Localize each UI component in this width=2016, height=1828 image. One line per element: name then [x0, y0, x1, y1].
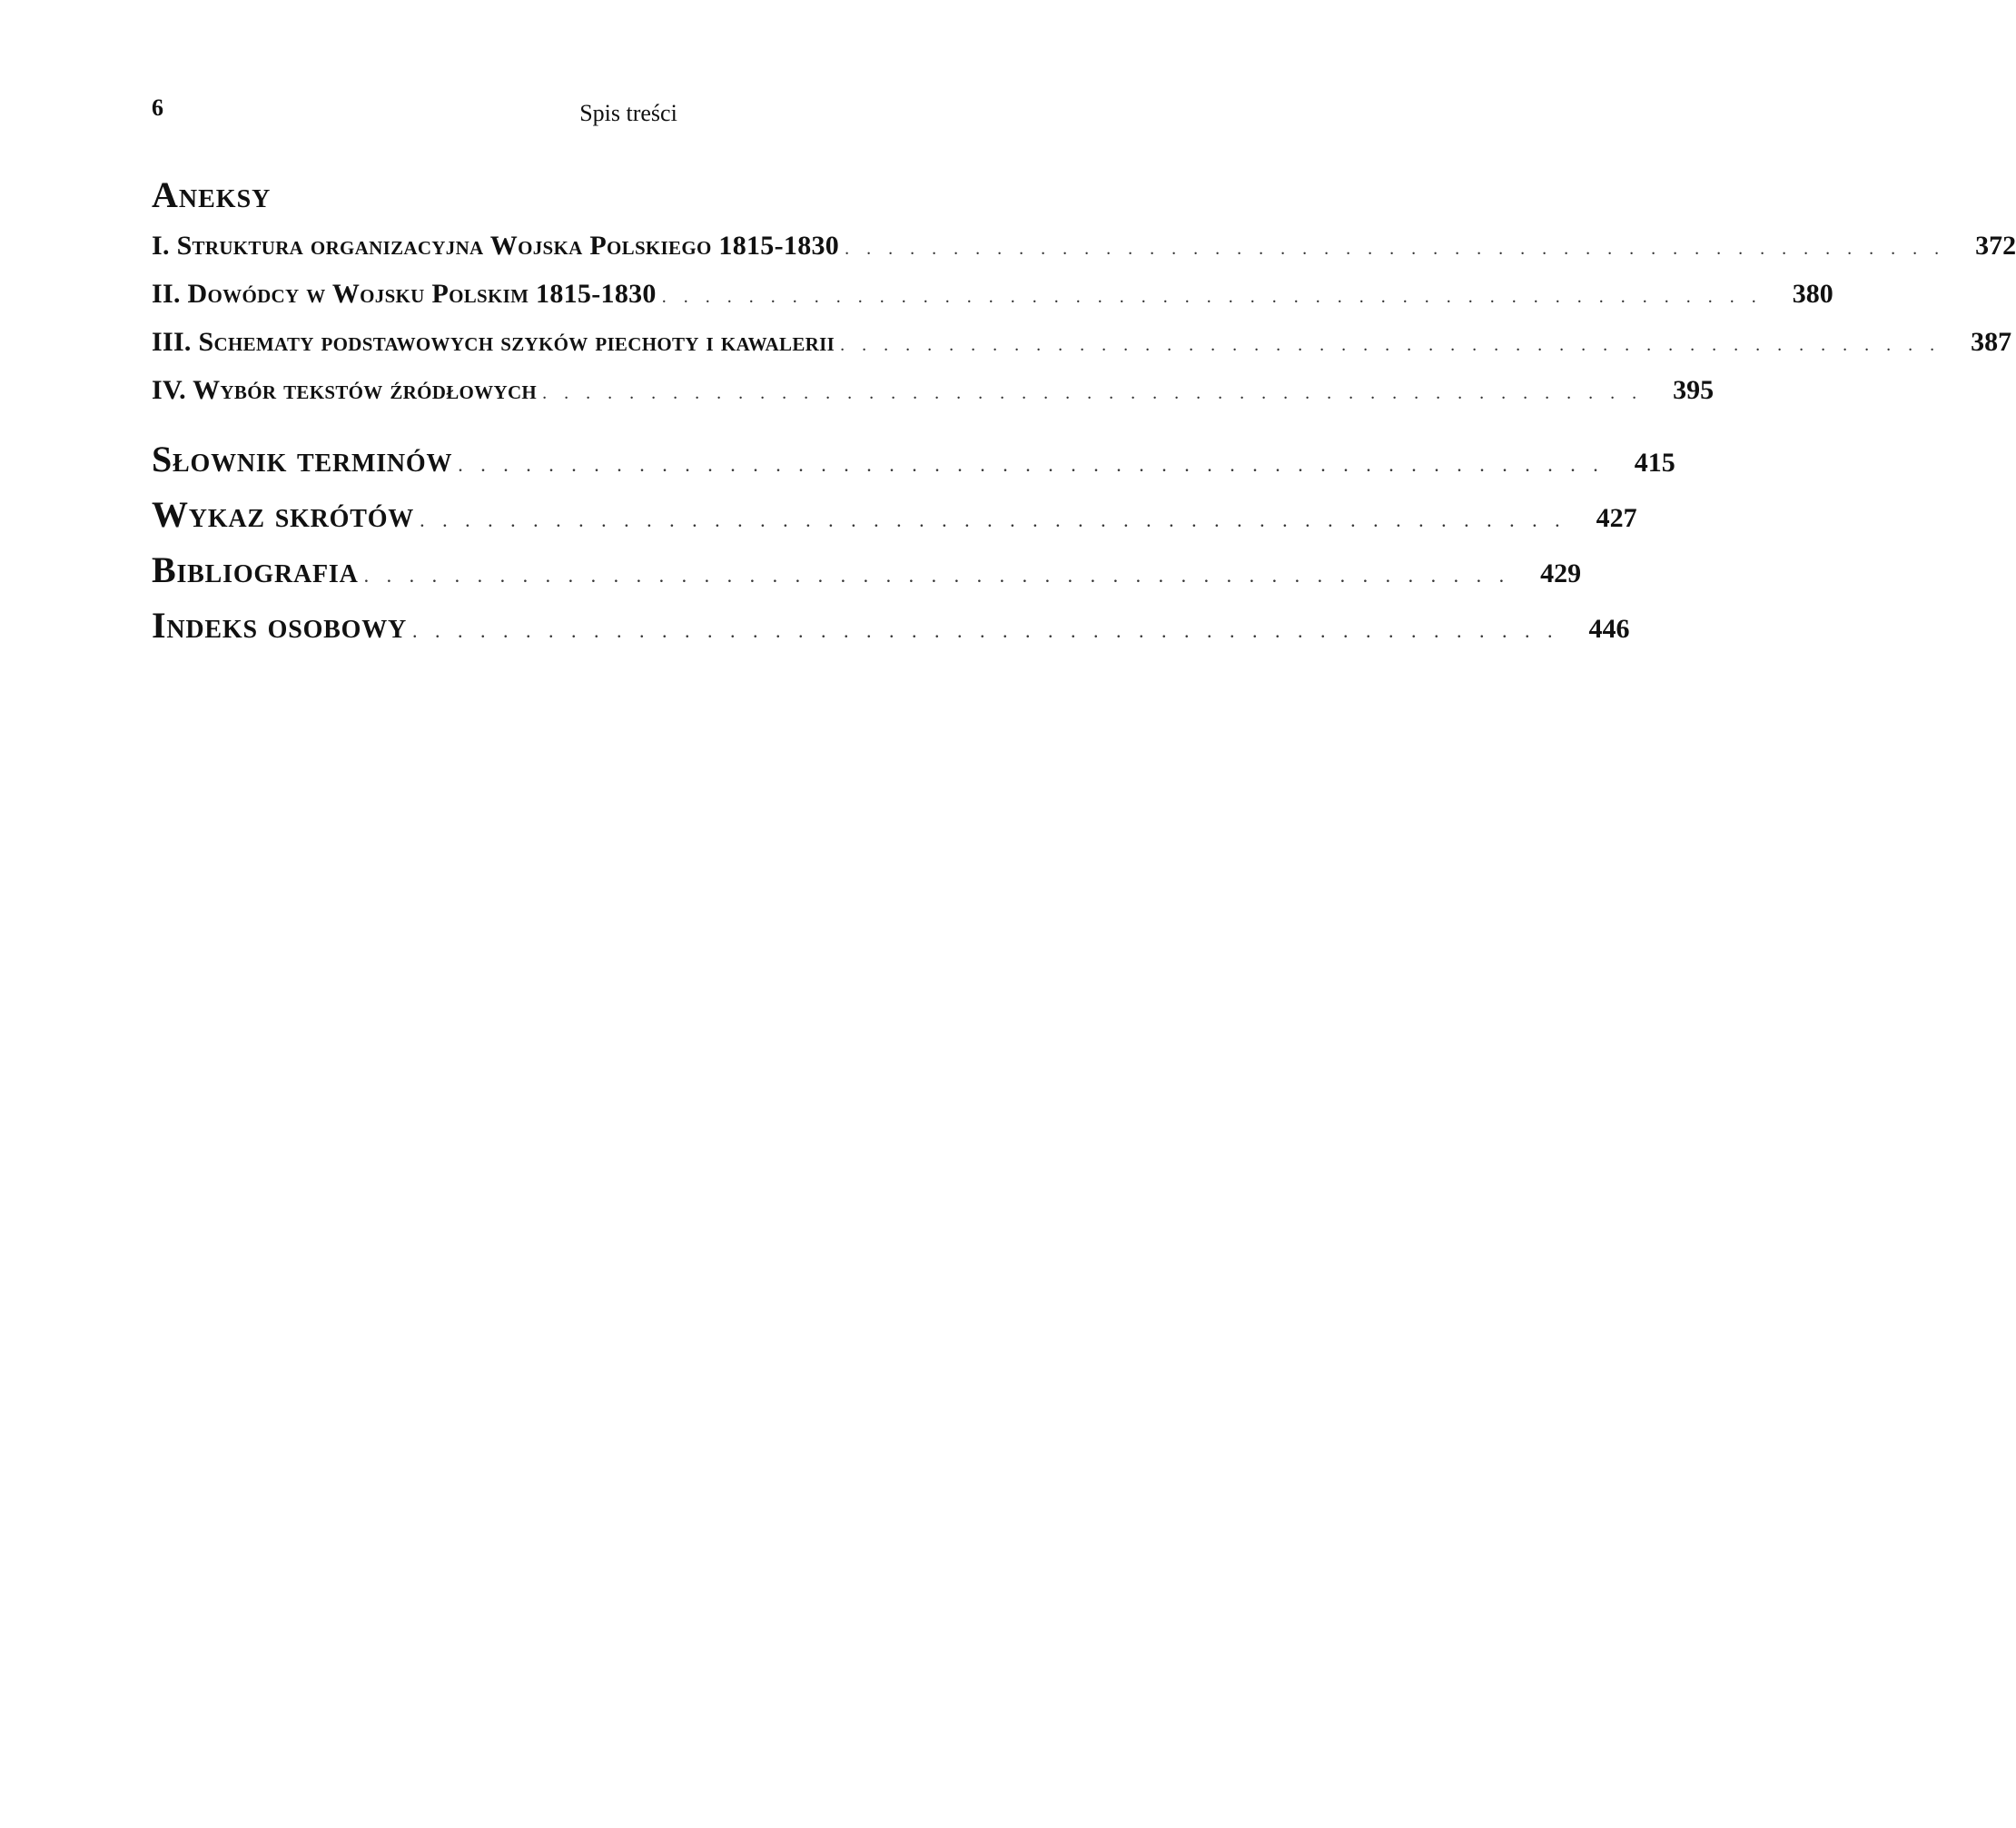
toc-entry-page: 395 — [1673, 375, 1715, 405]
dot-leader: . . . . . . . . . . . . . . . . . . . . . . . . . . . . . . . . . . . . . . . . . . . . . . . . . . . — [363, 564, 1511, 587]
page-number: 6 — [152, 94, 163, 121]
toc-entry-annex-4[interactable] — [152, 368, 1715, 416]
toc-entry-page: 427 — [1596, 503, 1637, 533]
dot-leader: . . . . . . . . . . . . . . . . . . . . . . . . . . . . . . . . . . . . . . . . . . . . . . . . . . . — [845, 239, 1946, 259]
toc-entry-annex-3[interactable] — [152, 320, 2012, 368]
toc-entry-label: II. Dowódcy w Wojsku Polskim 1815-1830 — [152, 279, 657, 309]
toc-entry-label: III. Schematy podstawowych szyków piechoty i kawalerii — [152, 327, 835, 357]
toc-entry-index[interactable] — [152, 600, 1630, 656]
toc-entry-annex-2[interactable] — [152, 272, 1833, 320]
dot-leader: . . . . . . . . . . . . . . . . . . . . . . . . . . . . . . . . . . . . . . . . . . . . . . . . . . . — [840, 335, 1942, 355]
toc-entry-page: 380 — [1792, 279, 1833, 309]
dot-leader: . . . . . . . . . . . . . . . . . . . . . . . . . . . . . . . . . . . . . . . . . . . . . . . . . . . — [420, 509, 1566, 531]
toc-entry-label: Bibliografia — [152, 549, 359, 590]
toc-entry-annex-1[interactable] — [152, 223, 2016, 272]
dot-leader: . . . . . . . . . . . . . . . . . . . . . . . . . . . . . . . . . . . . . . . . . . . . . . . . . . . — [412, 619, 1559, 642]
toc-entry-page: 387 — [1971, 327, 2012, 357]
dot-leader: . . . . . . . . . . . . . . . . . . . . . . . . . . . . . . . . . . . . . . . . . . . . . . . . . . . — [458, 453, 1605, 476]
toc-entry-abbreviations[interactable] — [152, 489, 1637, 545]
toc-entry-label: Indeks osobowy — [152, 605, 408, 646]
toc-entry-page: 429 — [1540, 558, 1582, 588]
dot-leader: . . . . . . . . . . . . . . . . . . . . . . . . . . . . . . . . . . . . . . . . . . . . . . . . . . . — [661, 287, 1763, 307]
dot-leader: . . . . . . . . . . . . . . . . . . . . . . . . . . . . . . . . . . . . . . . . . . . . . . . . . . . — [542, 383, 1644, 403]
toc-entry-label: IV. Wybór tekstów źródłowych — [152, 375, 538, 405]
toc-entry-page: 372 — [1975, 231, 2016, 261]
running-head — [152, 94, 1069, 131]
toc-entry-label: Słownik terminów — [152, 439, 453, 479]
toc-entry-page: 415 — [1634, 448, 1675, 478]
toc-entry-label: I. Struktura organizacyjna Wojska Polskiego 1815-1830 — [152, 231, 840, 261]
toc-entry-label: Wykaz skrótów — [152, 494, 415, 535]
table-of-contents — [152, 173, 2016, 656]
toc-entry-glossary[interactable] — [152, 434, 1675, 489]
spacer — [152, 416, 1069, 434]
running-title: Spis treści — [579, 100, 677, 126]
toc-entry-page: 446 — [1588, 614, 1630, 644]
annexes-heading: Aneksy — [152, 174, 272, 215]
toc-entry-bibliography[interactable] — [152, 545, 1582, 600]
